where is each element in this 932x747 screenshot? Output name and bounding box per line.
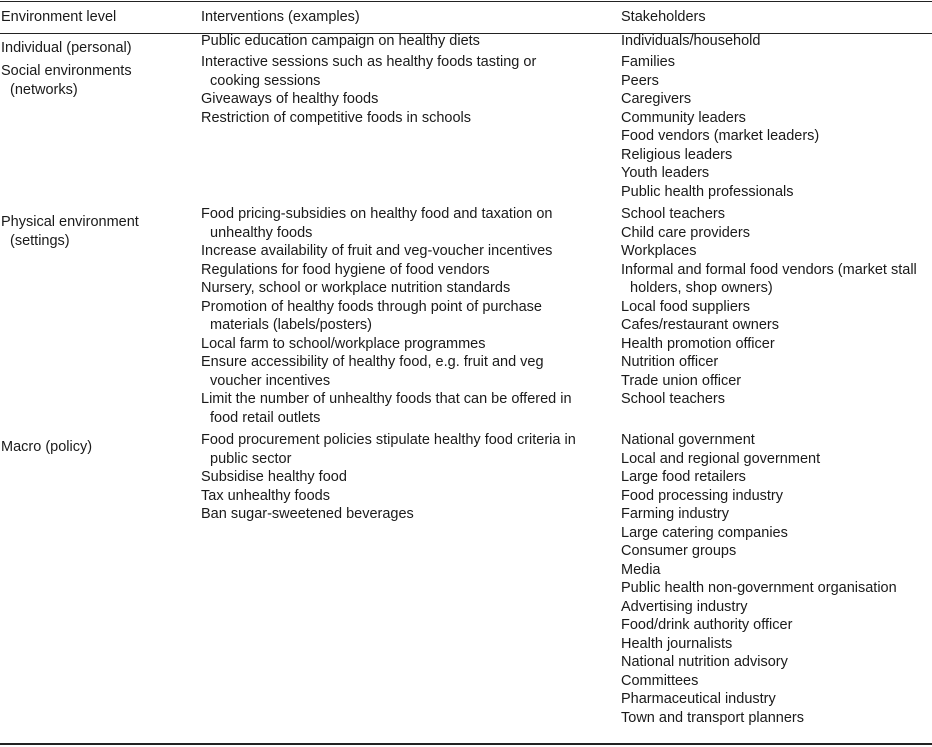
row-social-level: Social environments (networks) [1,63,132,98]
row-individual-interventions: Public education campaign on healthy diets [201,33,480,49]
row-physical-level: Physical environment (settings) [1,214,139,249]
header-environment-level: Environment level [1,9,117,25]
header-interventions: Interventions (examples) [201,9,360,25]
row-physical-interventions: Food pricing-subsidies on healthy food and taxation on unhealthy foods Increase availability of fruit and veg-voucher incentives Regulations for food hygiene of food vendors Nursery, school or workplace nutrition standards Promotion of healthy foods through point of purchase materials (labels/posters) Local farm to school/workplace programmes Ensure accessibility of healthy food, e.g. fruit and veg voucher incentives Limit the number of unhealthy foods that can be offered in food retail outlets [201,206,572,426]
row-social-interventions: Interactive sessions such as healthy foods tasting or cooking sessions Giveaways of healthy foods Restriction of competitive foods in schools [201,54,537,126]
table-top-rule [0,1,932,2]
row-individual-stakeholders: Individuals/household [621,33,761,49]
row-macro-stakeholders: National government Local and regional government Large food retailers Food processing industry Farming industry Large catering companies Consumer groups Media Public health non-government organisation Advertising industry Food/drink authority officer Health journalists National nutrition advisory Committees Pharmaceutical industry Town and transport planners [621,432,897,726]
row-physical-stakeholders: School teachers Child care providers Workplaces Informal and formal food vendors (market stall holders, shop owners) Local food suppliers Cafes/restaurant owners Health promotion officer Nutrition officer Trade union officer School teachers [621,206,917,407]
row-social-stakeholders: Families Peers Caregivers Community leaders Food vendors (market leaders) Religious leaders Youth leaders Public health professionals [621,54,820,200]
row-macro-level: Macro (policy) [1,439,93,455]
table-bottom-rule [0,743,932,745]
header-stakeholders: Stakeholders [621,9,706,25]
row-individual-level: Individual (personal) [1,40,132,56]
row-macro-interventions: Food procurement policies stipulate healthy food criteria in public sector Subsidise healthy food Tax unhealthy foods Ban sugar-sweetened beverages [201,432,576,522]
